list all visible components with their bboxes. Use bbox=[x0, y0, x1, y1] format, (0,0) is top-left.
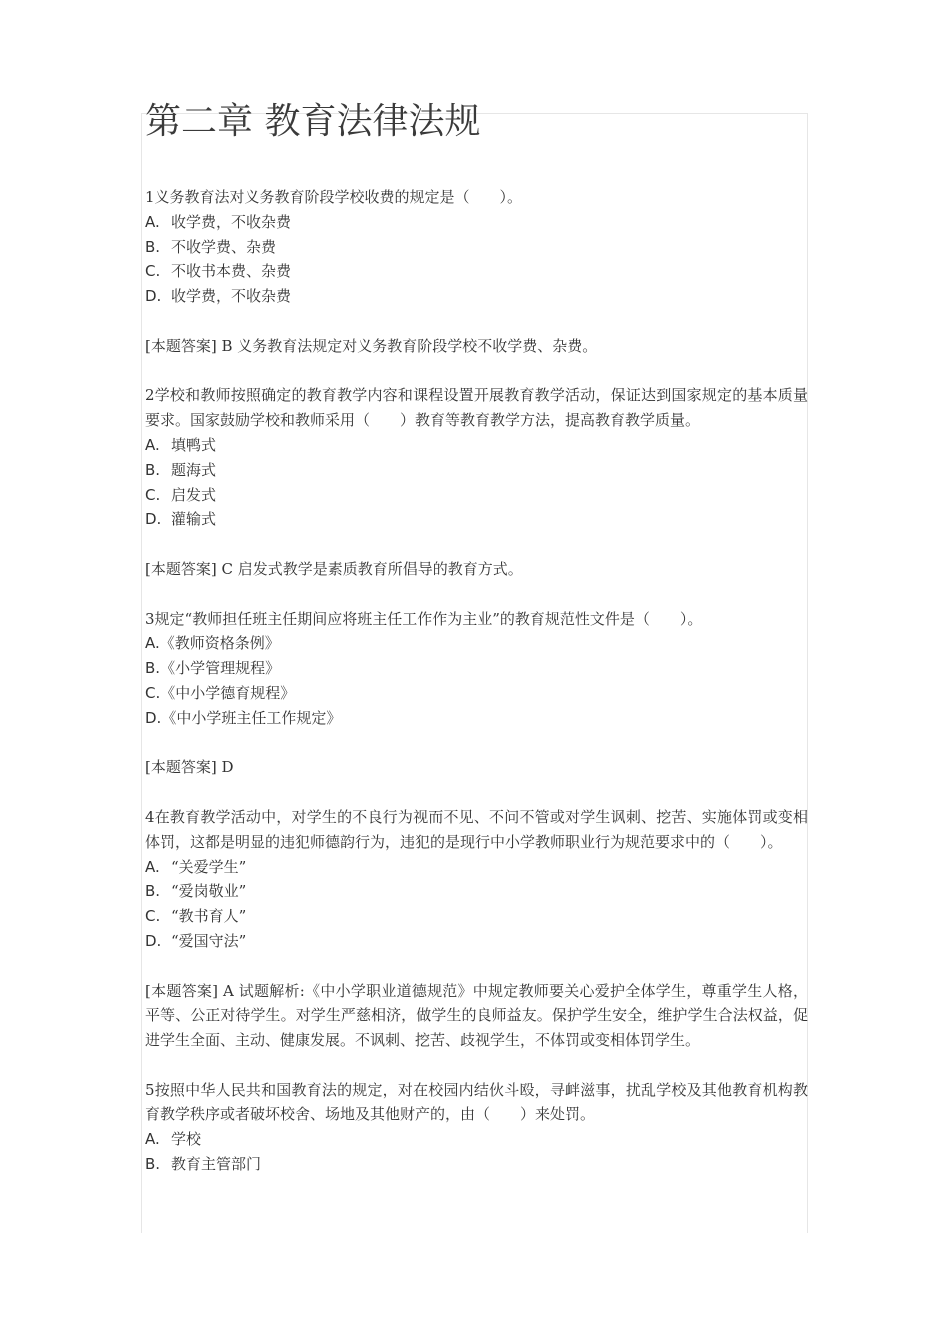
option-d bbox=[145, 929, 808, 954]
question-1 bbox=[145, 185, 808, 309]
question-stem: 1义务教育法对义务教育阶段学校收费的规定是（ ）。 bbox=[145, 188, 523, 206]
option-c bbox=[145, 904, 808, 929]
answer-1: [本题答案] B 义务教育法规定对义务教育阶段学校不收学费、杂费。 bbox=[145, 336, 598, 355]
answer-4: [本题答案] A 试题解析:《中小学职业道德规范》中规定教师要关心爱护全体学生，尊重学生人格，平等、公正对待学生。对学生严慈相济，做学生的良师益友。保护学生安全，维护学生合法权益，促进学生全面、主动、健康发展。不讽刺、挖苦、歧视学生，不体罚或变相体罚学生。 bbox=[145, 981, 808, 1050]
option-b bbox=[145, 1152, 808, 1177]
option-letter: C. bbox=[145, 907, 161, 926]
option-text: 不收学费、杂费 bbox=[171, 237, 277, 256]
option-text: 不收书本费、杂费 bbox=[171, 262, 292, 281]
option-c bbox=[145, 259, 808, 284]
option-letter: B. bbox=[145, 882, 161, 901]
option-text: 《小学管理规程》 bbox=[160, 659, 281, 678]
option-a bbox=[145, 631, 808, 656]
option-text: “爱国守法” bbox=[171, 931, 247, 950]
option-letter: A. bbox=[145, 1130, 160, 1149]
option-text: 《教师资格条例》 bbox=[159, 634, 280, 653]
option-text: 《中小学班主任工作规定》 bbox=[161, 708, 342, 727]
option-letter: A. bbox=[145, 212, 160, 231]
option-letter: C. bbox=[145, 262, 161, 281]
question-stem: 2学校和教师按照确定的教育教学内容和课程设置开展教育教学活动，保证达到国家规定的基本质量要求。国家鼓励学校和教师采用（ ）教育等教育教学方法，提高教育教学质量。 bbox=[145, 386, 808, 430]
page-title: 第二章 教育法律法规 bbox=[145, 101, 481, 142]
question-4 bbox=[145, 805, 808, 954]
option-b bbox=[145, 879, 808, 904]
option-text: 教育主管部门 bbox=[171, 1155, 262, 1174]
option-text: “教书育人” bbox=[171, 907, 247, 926]
option-text: 《中小学德育规程》 bbox=[160, 683, 296, 702]
option-letter: B. bbox=[145, 237, 161, 256]
option-d bbox=[145, 507, 808, 532]
question-list bbox=[145, 185, 808, 1202]
option-letter: A. bbox=[145, 634, 160, 653]
option-letter: C. bbox=[145, 485, 161, 504]
option-b bbox=[145, 656, 808, 681]
answer-2: [本题答案] C 启发式教学是素质教育所倡导的教育方式。 bbox=[145, 559, 523, 578]
option-text: 启发式 bbox=[171, 485, 217, 504]
option-b bbox=[145, 458, 808, 483]
option-letter: D. bbox=[145, 510, 162, 529]
option-letter: B. bbox=[145, 460, 161, 479]
option-c bbox=[145, 483, 808, 508]
option-letter: D. bbox=[145, 708, 162, 727]
question-stem: 5按照中华人民共和国教育法的规定，对在校园内结伙斗殴，寻衅滋事，扰乱学校及其他教育机构教育教学秩序或者破坏校舍、场地及其他财产的，由（ ）来处罚。 bbox=[145, 1080, 808, 1124]
question-stem: 4在教育教学活动中，对学生的不良行为视而不见、不问不管或对学生讽刺、挖苦、实施体罚或变相体罚，这都是明显的违犯师德韵行为，违犯的是现行中小学教师职业行为规范要求中的（ ）。 bbox=[145, 807, 808, 851]
question-stem: 3规定“教师担任班主任期间应将班主任工作作为主业”的教育规范性文件是（ ）。 bbox=[145, 609, 703, 628]
option-letter: D. bbox=[145, 287, 162, 306]
option-d bbox=[145, 284, 808, 309]
option-letter: A. bbox=[145, 435, 160, 454]
option-a bbox=[145, 210, 808, 235]
question-2 bbox=[145, 383, 808, 532]
option-d bbox=[145, 706, 808, 731]
option-letter: A. bbox=[145, 857, 160, 876]
option-text: 填鸭式 bbox=[171, 435, 217, 454]
option-text: 收学费，不收杂费 bbox=[171, 287, 292, 306]
option-text: 题海式 bbox=[171, 460, 217, 479]
option-text: 灌输式 bbox=[171, 510, 217, 529]
question-5 bbox=[145, 1078, 808, 1177]
option-letter: D. bbox=[145, 931, 162, 950]
option-a bbox=[145, 855, 808, 880]
option-letter: B. bbox=[145, 1155, 161, 1174]
option-b bbox=[145, 235, 808, 260]
option-a bbox=[145, 1127, 808, 1152]
option-text: 收学费，不收杂费 bbox=[171, 212, 292, 231]
option-text: “关爱学生” bbox=[171, 857, 247, 876]
option-letter: C. bbox=[145, 683, 161, 702]
option-c bbox=[145, 681, 808, 706]
question-3 bbox=[145, 607, 808, 731]
option-text: “爱岗敬业” bbox=[171, 882, 247, 901]
option-letter: B. bbox=[145, 659, 161, 678]
answer-3: [本题答案] D bbox=[145, 758, 234, 777]
option-a bbox=[145, 433, 808, 458]
option-text: 学校 bbox=[171, 1130, 202, 1149]
